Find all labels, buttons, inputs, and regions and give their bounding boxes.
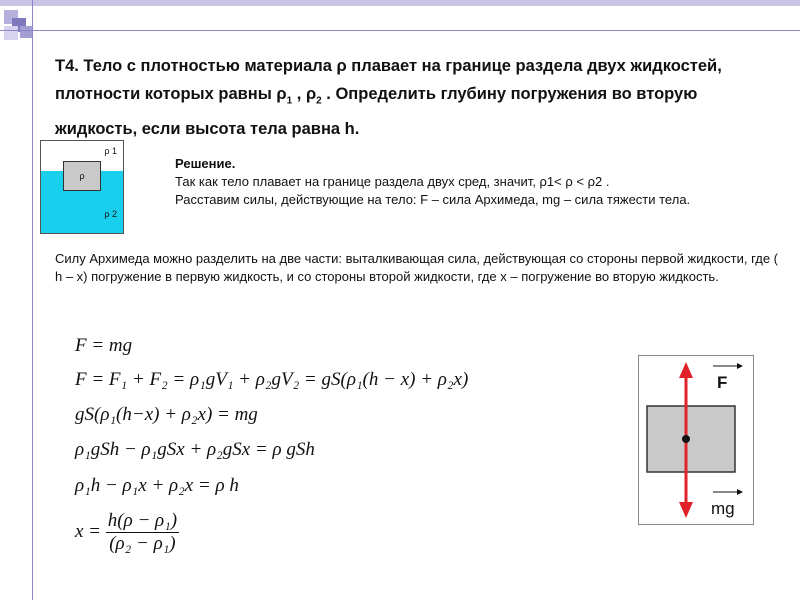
problem-text-a: . Тело с плотностью материала ρ плавает на границе раздела двух жидкостей, плотности которых равны ρ: [55, 57, 722, 103]
solution-text-2: Расставим силы, действующие на тело: F – сила Архимеда, mg – сила тяжести тела.: [175, 192, 691, 207]
rho2-label: ρ 2: [104, 209, 117, 219]
problem-text-c: . Определить глубину погружения во вторую жидкость, если высота тела равна h.: [55, 85, 698, 139]
archimedes-paragraph: Силу Архимеда можно разделить на две части: выталкивающая сила, действующая со стороны первой жидкости, где ( h – x) погружение в первую жидкость, и со стороны второй жидкости, где x – погружение во вторую жидкость.: [55, 251, 778, 284]
problem-label: T4: [55, 57, 75, 75]
problem-statement: [55, 52, 755, 143]
floating-body-figure: [40, 140, 124, 234]
rho1-subscript: 1: [286, 95, 293, 107]
force-diagram: [638, 355, 754, 525]
force-label-f: F: [717, 373, 728, 392]
equation-4: ρ₁gSh − ρ₁gSx + ρ₂gSx = ρ gSh: [75, 439, 315, 460]
equation-5: ρ₁h − ρ₁x + ρ₂x = ρ h: [75, 475, 239, 496]
force-diagram-svg: [639, 356, 753, 524]
down-arrow-icon: [679, 502, 693, 518]
equation-6-denominator: (ρ₂ − ρ₁): [109, 533, 176, 554]
equation-6: [75, 510, 179, 555]
body-rectangle: [647, 406, 735, 472]
vector-arrow-icon: [737, 363, 743, 369]
decor-square: [20, 26, 32, 38]
rho2-subscript: 2: [316, 95, 322, 107]
solution-block: [175, 155, 775, 209]
vector-arrow-icon: [737, 489, 743, 495]
force-label-mg: mg: [711, 499, 735, 518]
rho1-label: ρ 1: [104, 146, 117, 156]
up-arrow-icon: [679, 362, 693, 378]
problem-text-b: , ρ: [292, 85, 317, 103]
solution-heading: Решение.: [175, 156, 236, 171]
decor-horizontal-line: [0, 30, 800, 31]
equation-2: F = F₁ + F₂ = ρ₁gV₁ + ρ₂gV₂ = gS(ρ₁(h − x) + ρ₂x): [75, 369, 469, 390]
center-of-mass-dot: [682, 435, 690, 443]
equation-6-fraction: [106, 510, 179, 555]
equation-6-lhs: x =: [75, 520, 102, 542]
solution-text-1: Так как тело плавает на границе раздела двух сред, значит, ρ1< ρ < ρ2 .: [175, 174, 610, 189]
equation-3: gS(ρ₁(h−x) + ρ₂x) = mg: [75, 404, 258, 425]
top-decor-band: [0, 0, 800, 6]
equation-1: F = mg: [75, 335, 133, 356]
decor-vertical-line: [32, 0, 33, 600]
floating-body: ρ: [63, 161, 101, 191]
equation-6-numerator: h(ρ − ρ₁): [107, 510, 178, 531]
decor-square: [4, 26, 18, 40]
